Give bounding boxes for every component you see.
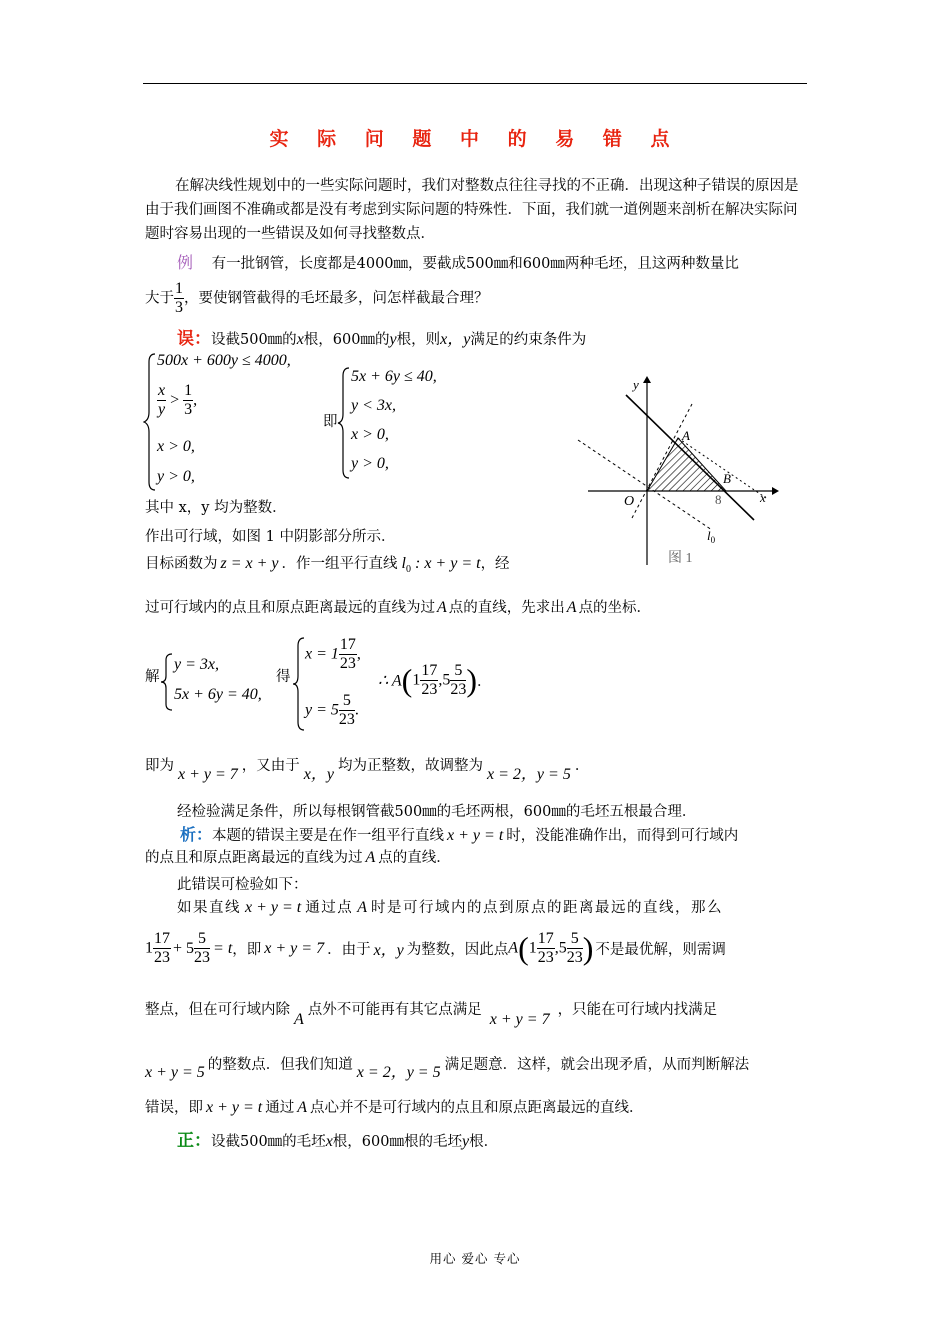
solve-eq-1: y = 3x,: [174, 656, 219, 673]
tick-8-label: 8: [715, 492, 722, 507]
origin-label: O: [624, 494, 635, 509]
objective-line: 目标函数为 z = x + y ．作一组平行直线 $l_0$ : x + y = t，经: [145, 555, 510, 576]
page-title: 实 际 问 题 中 的 易 错 点: [269, 128, 681, 150]
solve-result-x: x = 1 $\frac{17}{23}$ ,: [305, 636, 361, 672]
adjust-formula-1: x + y = 7: [178, 766, 238, 783]
objective-formula: z = x + y: [220, 555, 279, 572]
point-b-label: B: [723, 471, 731, 486]
ji-word: 即: [323, 414, 338, 430]
system1-line-1: 500x + 600y ≤ 4000,: [157, 352, 291, 369]
system1-line-2: $\frac{x}{y}$ > $\frac{1}{3}$ ,: [158, 382, 198, 418]
line-through-paragraph: 过可行域内的点且和原点距离最远的直线为过 A 点的直线，先求出 A 点的坐标．: [145, 599, 652, 616]
point-a-label: A: [682, 428, 690, 443]
top-rule: [143, 83, 807, 84]
check-line: 经检验满足条件，所以每根钢管截500㎜的毛坯两根，600㎜的毛坯五根最合理．: [177, 804, 697, 820]
correct-label: 正：: [177, 1131, 211, 1151]
contra-line: x + y = 5 的整数点．但我们知道 x = 2，y = 5 满足题意．这样，就会出现矛盾，从而判断解法: [145, 1057, 750, 1081]
solve-de: 得: [276, 669, 291, 685]
adjust-line: 即为 x + y = 7 ，又由于 x，y 均为正整数，故调整为 x = 2，y = 5 ．: [145, 758, 590, 783]
integers-line: 其中 x，y 均为整数．: [145, 500, 287, 516]
x-axis-arrow: [772, 487, 779, 495]
solve-jie: 解: [145, 669, 160, 685]
system2-line-3: x > 0,: [351, 426, 389, 443]
example-text-2a: 大于: [145, 290, 174, 307]
system2-line-1: 5x + 6y ≤ 40,: [351, 368, 437, 385]
wrong-label: 误：: [177, 329, 211, 349]
example-line-1: [177, 250, 739, 273]
adjust-formula-3: x = 2，y = 5: [487, 766, 571, 783]
wrong-text-3: 根，则: [396, 332, 441, 348]
intro-paragraph: 在解决线性规划中的一些实际问题时，我们对整数点往往寻找的不正确．出现这种子错误的原因是由于我们画图不准确或都是没有考虑到实际问题的特殊性．下面，我们就一道例题来剖析在解决实际问题时容易出现的一些错误及如何寻找整数点．: [145, 178, 799, 242]
adjust2-line: 整点，但在可行域内除A点外不可能再有其它点满足x + y = 7，只能在可行域内找满足: [145, 1002, 718, 1028]
system1-line-4: y > 0,: [157, 468, 195, 485]
draw-region-line: 作出可行域，如图 1 中阴影部分所示．: [145, 529, 396, 545]
solve-brace-2: [292, 636, 306, 732]
solve-brace-1: [160, 652, 174, 712]
example-text-2b: ，要使钢管截得的毛坯最多，问怎样截最合理？: [184, 290, 489, 307]
example-line-2: [145, 280, 489, 317]
wrong-text-4: 满足的约束条件为: [470, 332, 587, 348]
wrong-line: [177, 324, 586, 349]
analysis-line-1: 析：本题的错误主要是在作一组平行直线 x + y = t 时，没能准确作出，而得到可行域内: [180, 825, 739, 844]
system1-line-3: x > 0,: [157, 438, 195, 455]
example-text-1: 有一批钢管，长度都是4000㎜，要截成500㎜和600㎜两种毛坯，且这两种数量比: [211, 256, 739, 272]
system1-brace: [143, 352, 157, 492]
solve-result-y: y = 5 $\frac{5}{23}$ .: [305, 692, 359, 728]
system2-line-2: y < 3x,: [351, 397, 396, 414]
footer: 用心 爱心 专心: [429, 1251, 521, 1266]
feasible-region: [647, 438, 726, 491]
calc-line: 1 $\frac{17}{23}$ + 5 $\frac{5}{23}$ = t，即 x + y = 7 ．由于 x，y 为整数，因此点A(1 $\frac{17}{23}$ ,5 $\frac{5}{23}$ ) 不是最优解，则需调: [145, 930, 726, 966]
l0-label: $l_0$: [707, 528, 716, 545]
wrong-var-xy: x，y: [440, 331, 471, 348]
example-fraction: $\frac{1}{3}$: [175, 280, 183, 316]
solve-point-a: ∴ A(1 $\frac{17}{23}$ ,5 $\frac{5}{23}$ )．: [378, 662, 492, 698]
point-a-1: A: [437, 599, 447, 616]
analysis-line-2: 的点且和原点距离最远的直线为过 A 点的直线．: [145, 849, 451, 866]
wrong-text-1: 设截500㎜的: [211, 332, 297, 348]
ifline: 如果直线 x + y = t 通过点 A 时是可行域内的点到原点的距离最远的直线，那么: [177, 899, 724, 916]
correct-line: 正：设截500㎜的毛坯x根，600㎜根的毛坯y根．: [177, 1131, 499, 1151]
wrong-var-x: x: [296, 331, 304, 348]
point-a-2: A: [566, 599, 577, 616]
y-axis-arrow: [643, 376, 651, 383]
wrongline: 错误，即 x + y = t 通过 A 点心并不是可行域内的点且和原点距离最远的直线．: [145, 1099, 644, 1116]
wrong-var-y: y: [389, 331, 397, 348]
l0-formula: $l_0$ : x + y = t: [401, 555, 481, 576]
x-axis-label: x: [760, 490, 766, 505]
example-label: 例: [177, 253, 194, 272]
constraint-line: [626, 395, 754, 520]
analysis-label: 析：: [180, 825, 213, 844]
figure-caption: 图 1: [668, 551, 693, 566]
adjust-formula-2: x，y: [303, 766, 335, 783]
y-axis-label: y: [633, 377, 639, 392]
system2-brace: [337, 366, 351, 480]
figure-1: [570, 370, 785, 570]
system2-line-4: y > 0,: [351, 455, 389, 472]
verify-line: 此错误可检验如下：: [177, 877, 308, 893]
solve-eq-2: 5x + 6y = 40,: [174, 686, 262, 703]
wrong-text-2: 根，600㎜的: [303, 332, 390, 348]
